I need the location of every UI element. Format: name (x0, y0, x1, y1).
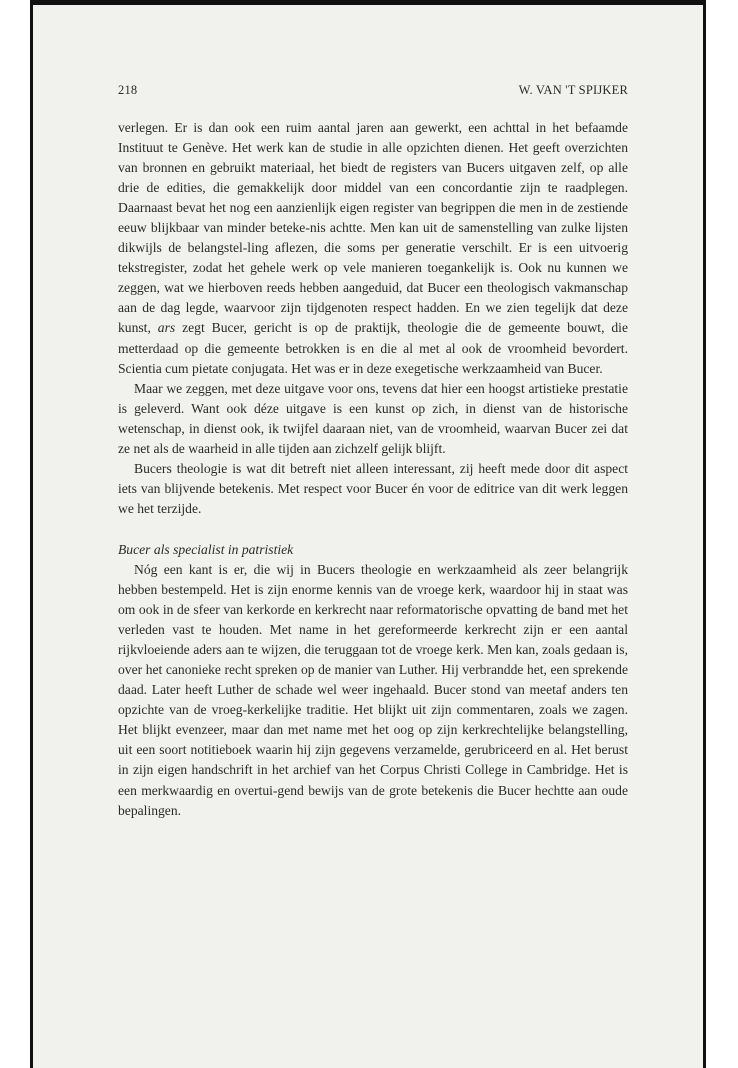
paragraph-4: Nóg een kant is er, die wij in Bucers theologie en werkzaamheid als zeer belangrijk hebben bestempeld. Het is zijn enorme kennis van de vroege kerk, waardoor hij in staat was om ook in de sfeer van kerkorde en kerkrecht naar reformatorische opvatting de band met het verleden vast te houden. Met name in het gereformeerde kerkrecht zijn er een aantal rijkvloeiende aders aan te wijzen, die teruggaan tot de vroege kerk. Men kan, zoals gedaan is, over het canonieke recht spreken op de manier van Luther. Hij verbrandde het, een sprekende daad. Later heeft Luther de schade wel weer ingehaald. Bucer stond van meetaf anders ten opzichte van de vroeg-kerkelijke traditie. Het blijkt uit zijn commentaren, zoals we zagen. Het blijkt evenzeer, maar dan met name met het oog op zijn kerkrechtelijke belangstelling, uit een soort notitieboek waarin hij zijn gegevens verzamelde, gerubriceerd en al. Het berust in zijn eigen handschrift in het archief van het Corpus Christi College in Cambridge. Het is een merkwaardig en overtui-gend bewijs van de grote betekenis die Bucer hechtte aan oude bepalingen. (118, 561, 628, 818)
paragraph-1-text: verlegen. Er is dan ook een ruim aantal jaren aan gewerkt, een achttal in het befaamde Instituut te Genève. Het werk kan de studie in alle opzichten dienen. Het geeft overzichten van bronnen en gebruikt materiaal, het biedt de registers van Bucers uitgaven zelf, op alle drie de edities, die gemakkelijk door middel van een concordantie zijn te raadplegen. Daarnaast bevat het nog een aanzienlijk eigen register van begrippen die men in de zestiende eeuw blijkbaar van minder beteke-nis achtte. Men kan uit de samenstelling van zulke lijsten dikwijls de belangstel-ling aflezen, die soms per generatie verschilt. Er is een uitvoerig tekstregister, zodat het gehele werk op vele manieren toegankelijk is. Ook nu kunnen we zeggen, wat we hierboven reeds hebben aangeduid, dat Bucer een theologisch vakmanschap aan de dag legde, waarvoor zijn tijdgenoten respect hadden. En we zien tegelijk dat deze kunst, (118, 120, 628, 336)
page-number: 218 (118, 83, 138, 97)
italic-term-ars: ars (157, 320, 176, 336)
paragraph-2: Maar we zeggen, met deze uitgave voor ons, tevens dat hier een hoogst artistieke prestatie is geleverd. Want ook déze uitgave is een kunst op zich, in dienst van de historische wetenschap, in dienst ook, ik twijfel daaraan niet, van de vroomheid, waarvan Bucer zei dat ze net als de waarheid in alle tijden aan zichzelf gelijk blijft. (118, 380, 628, 456)
paragraph-1 (118, 118, 628, 379)
paragraph-1-rest: zegt Bucer, gericht is op de praktijk, theologie die de gemeente bouwt, die metterdaad op die gemeente betrokken is en die al met al ook de vroomheid bevordert. Scientia cum pietate conjugata. Het was er in deze exegetische werkzaamheid van Bucer. (118, 320, 628, 376)
body-text (118, 118, 628, 821)
paragraph-3: Bucers theologie is wat dit betreft niet alleen interessant, zij heeft mede door dit aspect iets van blijvende betekenis. Met respect voor Bucer én voor de editrice van dit werk leggen we het terzijde. (118, 460, 628, 516)
running-head-author: W. VAN 'T SPIJKER (518, 83, 628, 97)
section-title: Bucer als specialist in patristiek (118, 541, 294, 557)
